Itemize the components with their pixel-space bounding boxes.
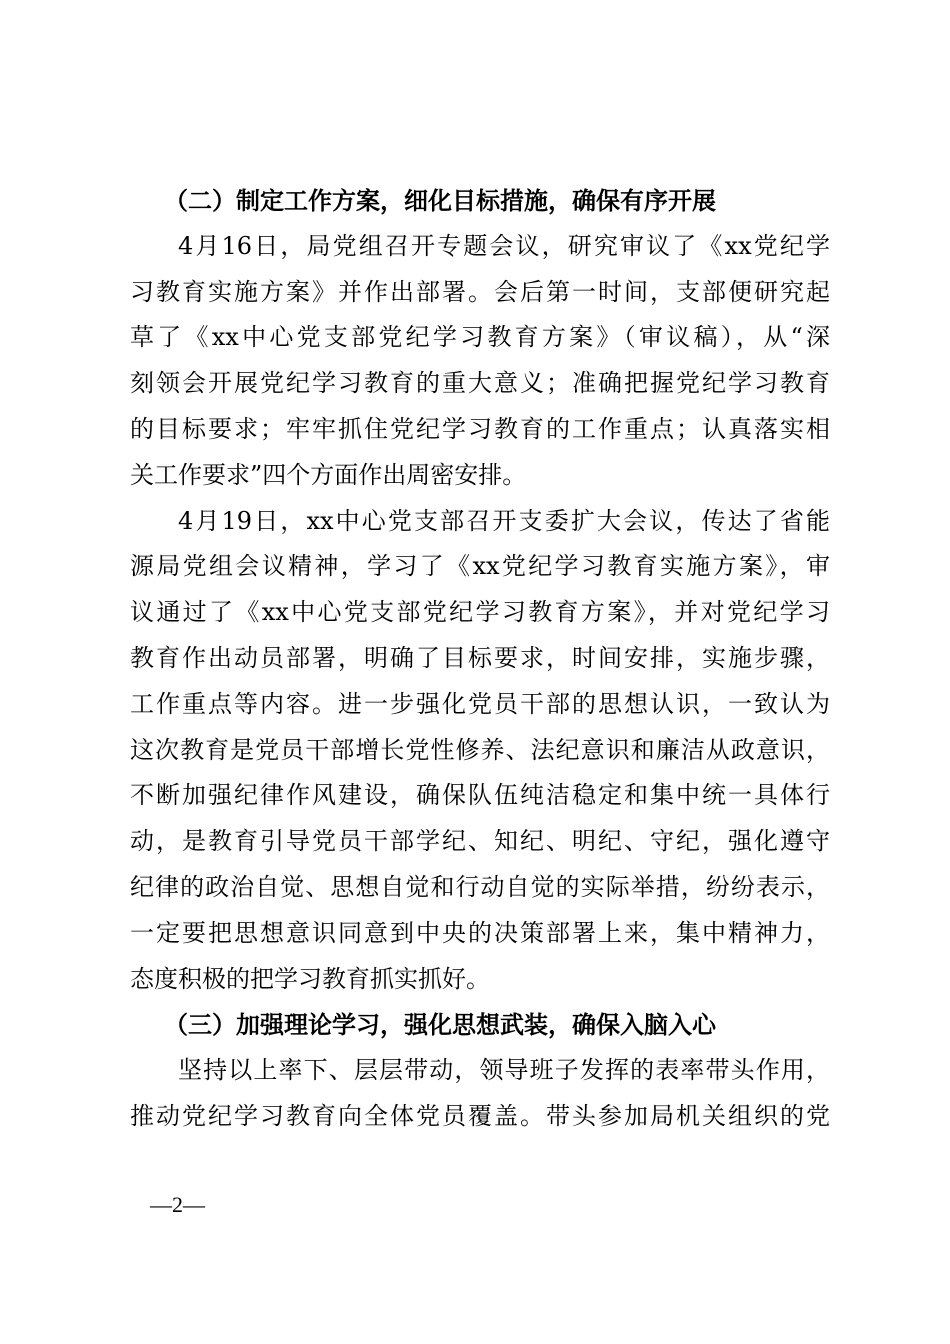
paragraph-line: 源局党组会议精神，学习了《xx党纪学习教育实施方案》，审 [130,552,830,581]
section-heading-3: （三）加强理论学习，强化思想武装，确保入脑入心 [164,1010,716,1040]
document-body [130,178,830,1140]
paragraph-line: 教育作出动员部署，明确了目标要求，时间安排，实施步骤， [130,643,830,672]
section-heading-2: （二）制定工作方案，细化目标措施，确保有序开展 [164,186,716,215]
paragraph-line: 一定要把思想意识同意到中央的决策部署上来，集中精神力， [130,918,830,947]
paragraph-line: 的目标要求；牢牢抓住党纪学习教育的工作重点；认真落实相 [130,414,830,443]
paragraph-line: 纪律的政治自觉、思想自觉和行动自觉的实际举措，纷纷表示， [130,872,830,901]
paragraph-line: 4月16日，局党组召开专题会议，研究审议了《xx党纪学 [178,231,830,260]
paragraph-line: 议通过了《xx中心党支部党纪学习教育方案》，并对党纪学习 [130,598,830,627]
paragraph-line: 刻领会开展党纪学习教育的重大意义；准确把握党纪学习教育 [130,369,830,398]
paragraph-line: 习教育实施方案》并作出部署。会后第一时间，支部便研究起 [130,277,830,306]
paragraph-line: 关工作要求”四个方面作出周密安排。 [130,460,527,489]
paragraph-line: 工作重点等内容。进一步强化党员干部的思想认识，一致认为 [130,689,830,718]
paragraph-line: 动，是教育引导党员干部学纪、知纪、明纪、守纪，强化遵守 [130,827,830,856]
paragraph-line: 推动党纪学习教育向全体党员覆盖。带头参加局机关组织的党 [130,1101,830,1130]
paragraph-3 [130,1048,830,1140]
paragraph-line: 不断加强纪律作风建设，确保队伍纯洁稳定和集中统一具体行 [130,781,830,810]
paragraph-line: 坚持以上率下、层层带动，领导班子发挥的表率带头作用， [178,1056,830,1085]
paragraph-2 [130,499,830,1003]
paragraph-1 [130,224,830,499]
paragraph-line: 态度积极的把学习教育抓实抓好。 [130,964,490,993]
paragraph-line: 4月19日，xx中心党支部召开支委扩大会议，传达了省能 [178,506,830,535]
paragraph-line: 草了《xx中心党支部党纪学习教育方案》（审议稿），从“深 [130,323,830,352]
paragraph-line: 这次教育是党员干部增长党性修养、法纪意识和廉洁从政意识， [130,735,830,764]
page-number: —2— [150,1192,205,1217]
